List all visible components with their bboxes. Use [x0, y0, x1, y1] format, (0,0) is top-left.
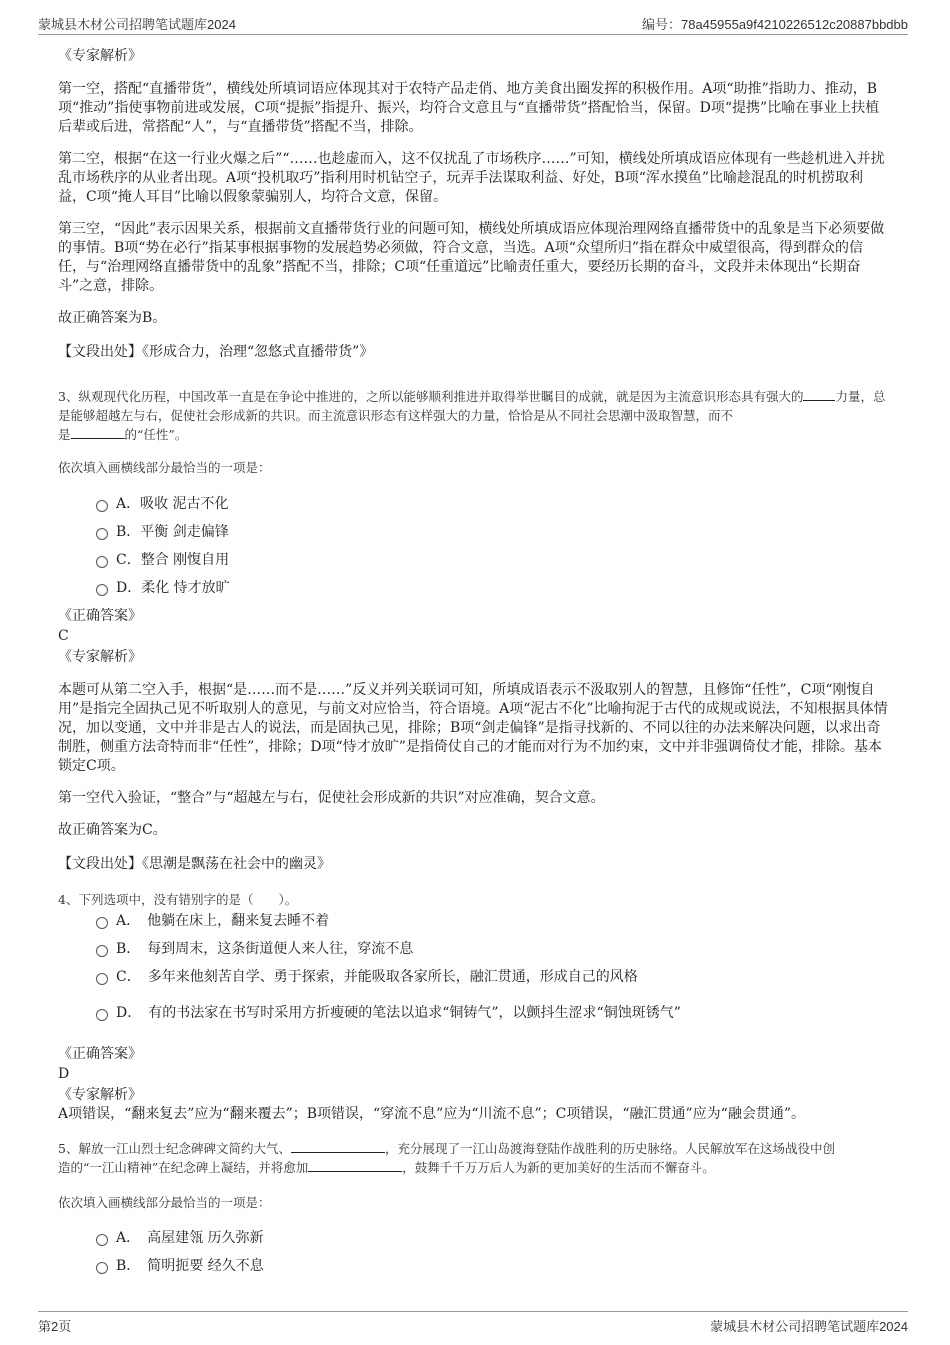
- q4-option-d[interactable]: D． 有的书法家在书写时采用方折瘦硬的笔法以追求“铜铸气”，以颤抖生涩求“铜蚀斑锈气”: [96, 1003, 681, 1023]
- q3-prompt: 依次填入画横线部分最恰当的一项是：: [58, 460, 271, 475]
- prev-analysis-p1: 第一空，搭配“直播带货”，横线处所填词语应体现其对于农特产品走俏、地方美食出圈发挥的积极作用。A项“助推”指助力、推动，B项“推动”指使事物前进或发展，C项“提振”指提升、振兴，均符合文意且与“直播带货”搭配恰当，保留。D项“提携”比喻在事业上扶植后辈或后进，常搭配“人”，与“直播带货”搭配不当，排除。: [58, 81, 880, 135]
- page-header: [38, 10, 908, 35]
- q3-answer-line: 故正确答案为C。: [58, 822, 167, 838]
- page-footer: [38, 1311, 908, 1336]
- q5-option-a[interactable]: A． 高屋建瓴 历久弥新: [96, 1228, 264, 1248]
- radio-icon[interactable]: [96, 1009, 108, 1021]
- radio-icon[interactable]: [96, 1262, 108, 1274]
- radio-icon[interactable]: [96, 917, 108, 929]
- q5-prompt: 依次填入画横线部分最恰当的一项是：: [58, 1195, 271, 1210]
- prev-analysis-label: 《专家解析》: [58, 48, 142, 64]
- q4-analysis-p1: A项错误，“翻来复去”应为“翻来覆去”；B项错误，“穿流不息”应为“川流不息”；C项错误，“融汇贯通”应为“融会贯通”。: [58, 1106, 805, 1122]
- q3-analysis-p2: 第一空代入验证，“整合”与“超越左与右，促使社会形成新的共识”对应准确，契合文意。: [58, 790, 605, 806]
- radio-icon[interactable]: [96, 973, 108, 985]
- radio-icon[interactable]: [96, 1234, 108, 1246]
- q4-option-a[interactable]: A． 他躺在床上，翻来复去睡不着: [96, 911, 329, 931]
- prev-source: 【文段出处】《形成合力，治理“忽悠式直播带货”》: [58, 344, 374, 360]
- radio-icon[interactable]: [96, 584, 108, 596]
- q3-analysis-p1: 本题可从第二空入手，根据“是……而不是……”反义并列关联词可知，所填成语表示不汲取别人的智慧，且修饰“任性”，C项“刚愎自用”是指完全固执己见不听取别人的意见，与前文对应恰当，符合语境。A项“泥古不化”比喻拘泥于古代的成规或说法，不知根据具体情况，加以变通，文中并非是古人的说法，而是固执己见，排除；B项“剑走偏锋”是指寻找新的、不同以往的办法来解决问题，以求出奇制胜，侧重方法奇特而非“任性”，排除；D项“恃才放旷”是指倚仗自己的才能而对行为不加约束，文中并非强调倚仗才能，排除。基本锁定C项。: [58, 682, 888, 774]
- header-title: 蒙城县木材公司招聘笔试题库2024: [38, 17, 236, 32]
- q4-option-c[interactable]: C． 多年来他刻苦自学、勇于探索，并能吸取各家所长，融汇贯通，形成自己的风格: [96, 967, 638, 987]
- prev-analysis-p2: 第二空，根据“在这一行业火爆之后”“……也趁虚而入，这不仅扰乱了市场秩序……”可知，横线处所填成语应体现有一些趁机进入并扰乱市场秩序的从业者出现。A项“投机取巧”指利用时机钻空子，玩弄手法谋取利益、好处，B项“浑水摸鱼”比喻趁混乱的时机捞取利益，C项“掩人耳目”比喻以假象蒙骗别人，均符合文意，保留。: [58, 151, 885, 205]
- q4-answer: D: [58, 1066, 70, 1082]
- blank: [308, 1159, 402, 1172]
- q3-option-a[interactable]: A．吸收 泥古不化: [96, 494, 229, 514]
- radio-icon[interactable]: [96, 528, 108, 540]
- q4-option-b[interactable]: B． 每到周末，这条街道便人来人往，穿流不息: [96, 939, 413, 959]
- q3-answer-label: 《正确答案》: [58, 608, 142, 624]
- q3-source: 【文段出处】《思潮是飘荡在社会中的幽灵》: [58, 856, 331, 872]
- blank: [71, 426, 125, 439]
- radio-icon[interactable]: [96, 500, 108, 512]
- prev-answer-line: 故正确答案为B。: [58, 310, 167, 326]
- radio-icon[interactable]: [96, 556, 108, 568]
- q3-option-c[interactable]: C．整合 刚愎自用: [96, 550, 229, 570]
- q3-option-b[interactable]: B．平衡 剑走偏锋: [96, 522, 229, 542]
- q4-analysis-label: 《专家解析》: [58, 1087, 142, 1103]
- q3-analysis-label: 《专家解析》: [58, 649, 142, 665]
- q3-option-d[interactable]: D．柔化 恃才放旷: [96, 578, 230, 598]
- prev-analysis-p3: 第三空，“因此”表示因果关系，根据前文直播带货行业的问题可知，横线处所填成语应体现治理网络直播带货中的乱象是当下必须要做的事情。B项“势在必行”指某事根据事物的发展趋势必须做，符合文意，当选。A项“众望所归”指在群众中威望很高，得到群众的信任，与“治理网络直播带货中的乱象”搭配不当，排除；C项“任重道远”比喻责任重大，要经历长期的奋斗，文段并未体现出“长期奋斗”之意，排除。: [58, 221, 885, 294]
- blank: [803, 388, 835, 401]
- q3-stem: 3、纵观现代化历程，中国改革一直是在争论中推进的，之所以能够顺利推进并取得举世瞩目的成就，就是因为主流意识形态具有强大的 力量，总是能够超越左与右，促使社会形成新的共识。而主流意识形态有这样强大的力量，恰恰是从不同社会思潮中汲取智慧，而不 是 的“任性”。: [58, 389, 886, 442]
- page-number: 第2页: [38, 1319, 72, 1334]
- q4-stem: 4、下列选项中，没有错别字的是（ ）。: [58, 892, 298, 907]
- q4-answer-label: 《正确答案》: [58, 1046, 142, 1062]
- radio-icon[interactable]: [96, 945, 108, 957]
- footer-title: 蒙城县木材公司招聘笔试题库2024: [710, 1319, 908, 1334]
- q5-stem: 5、解放一江山烈士纪念碑碑文简约大气、 ，充分展现了一江山岛渡海登陆作战胜利的历史脉络。人民解放军在这场战役中创 造的“一江山精神”在纪念碑上凝结，并将愈加 ，鼓舞千千万万后人为新的更加美好的生活而不懈奋斗。: [58, 1141, 835, 1175]
- q3-answer: C: [58, 628, 69, 644]
- header-id: 编号：78a45955a9f4210226512c20887bbdbb: [641, 17, 908, 32]
- blank: [291, 1140, 385, 1153]
- q5-option-b[interactable]: B． 简明扼要 经久不息: [96, 1256, 264, 1276]
